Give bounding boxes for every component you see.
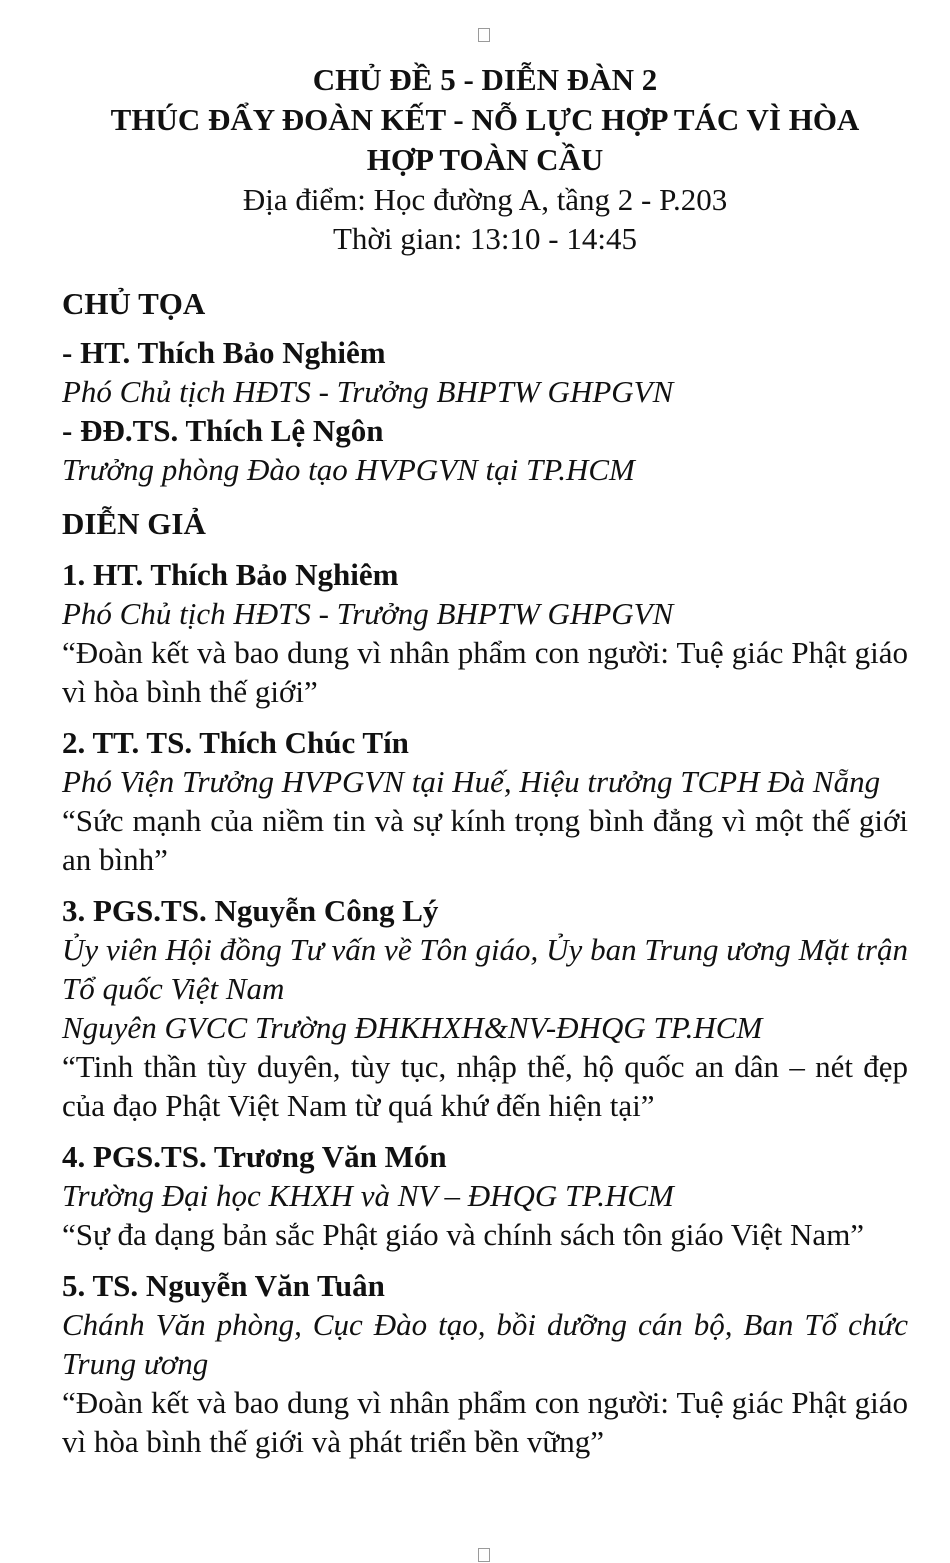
chair-name: - HT. Thích Bảo Nghiêm — [62, 335, 386, 370]
time-text: Thời gian: 13:10 - 14:45 — [333, 221, 637, 256]
document-page — [62, 60, 908, 1461]
speaker-talk-title: “Sức mạnh của niềm tin và sự kính trọng bình đẳng vì một thế giới an bình” — [62, 803, 908, 877]
speaker-role: Trường Đại học KHXH và NV – ĐHQG TP.HCM — [62, 1178, 674, 1213]
chair-role: Trưởng phòng Đào tạo HVPGVN tại TP.HCM — [62, 452, 635, 487]
location-text: Địa điểm: Học đường A, tầng 2 - P.203 — [242, 182, 728, 217]
placeholder-box-icon — [478, 28, 490, 42]
placeholder-box-icon — [478, 1548, 490, 1562]
speaker-role-secondary: Nguyên GVCC Trường ĐHKHXH&NV-ĐHQG TP.HCM — [62, 1010, 763, 1045]
speaker-name: 5. TS. Nguyễn Văn Tuân — [62, 1268, 385, 1303]
speaker-entry — [62, 1137, 908, 1254]
speaker-name: 3. PGS.TS. Nguyễn Công Lý — [62, 893, 439, 928]
speaker-talk-title: “Sự đa dạng bản sắc Phật giáo và chính sách tôn giáo Việt Nam” — [62, 1217, 865, 1252]
chair-entry — [62, 333, 908, 489]
speaker-name: 1. HT. Thích Bảo Nghiêm — [62, 557, 399, 592]
speaker-name: 2. TT. TS. Thích Chúc Tín — [62, 725, 409, 760]
speaker-entry — [62, 1266, 908, 1461]
speaker-talk-title: “Đoàn kết và bao dung vì nhân phẩm con người: Tuệ giác Phật giáo vì hòa bình thế giới và phát triển bền vững” — [62, 1385, 908, 1459]
speaker-talk-title: “Tinh thần tùy duyên, tùy tục, nhập thế, hộ quốc an dân – nét đẹp của đạo Phật Việt Nam từ quá khứ đến hiện tại” — [62, 1049, 908, 1123]
document-header — [62, 60, 908, 258]
speaker-entry — [62, 891, 908, 1125]
speaker-talk-title: “Đoàn kết và bao dung vì nhân phẩm con người: Tuệ giác Phật giáo vì hòa bình thế giới” — [62, 635, 908, 709]
title-line-1: CHỦ ĐỀ 5 - DIỄN ĐÀN 2 — [312, 62, 658, 97]
speaker-role: Phó Viện Trưởng HVPGVN tại Huế, Hiệu trưởng TCPH Đà Nẵng — [62, 764, 881, 799]
speaker-role: Ủy viên Hội đồng Tư vấn về Tôn giáo, Ủy ban Trung ương Mặt trận Tổ quốc Việt Nam — [62, 932, 908, 1006]
chair-name: - ĐĐ.TS. Thích Lệ Ngôn — [62, 413, 384, 448]
chairs-heading: CHỦ TỌA — [62, 286, 206, 321]
speaker-entry — [62, 555, 908, 711]
speaker-name: 4. PGS.TS. Trương Văn Món — [62, 1139, 447, 1174]
speaker-role: Chánh Văn phòng, Cục Đào tạo, bồi dưỡng cán bộ, Ban Tổ chức Trung ương — [62, 1307, 908, 1381]
speaker-role: Phó Chủ tịch HĐTS - Trưởng BHPTW GHPGVN — [62, 596, 674, 631]
speaker-entry — [62, 723, 908, 879]
speakers-heading: DIỄN GIẢ — [62, 506, 206, 541]
title-line-2: THÚC ĐẨY ĐOÀN KẾT - NỖ LỰC HỢP TÁC VÌ HÒA — [110, 102, 860, 137]
chair-role: Phó Chủ tịch HĐTS - Trưởng BHPTW GHPGVN — [62, 374, 674, 409]
title-line-3: HỢP TOÀN CẦU — [366, 142, 604, 177]
